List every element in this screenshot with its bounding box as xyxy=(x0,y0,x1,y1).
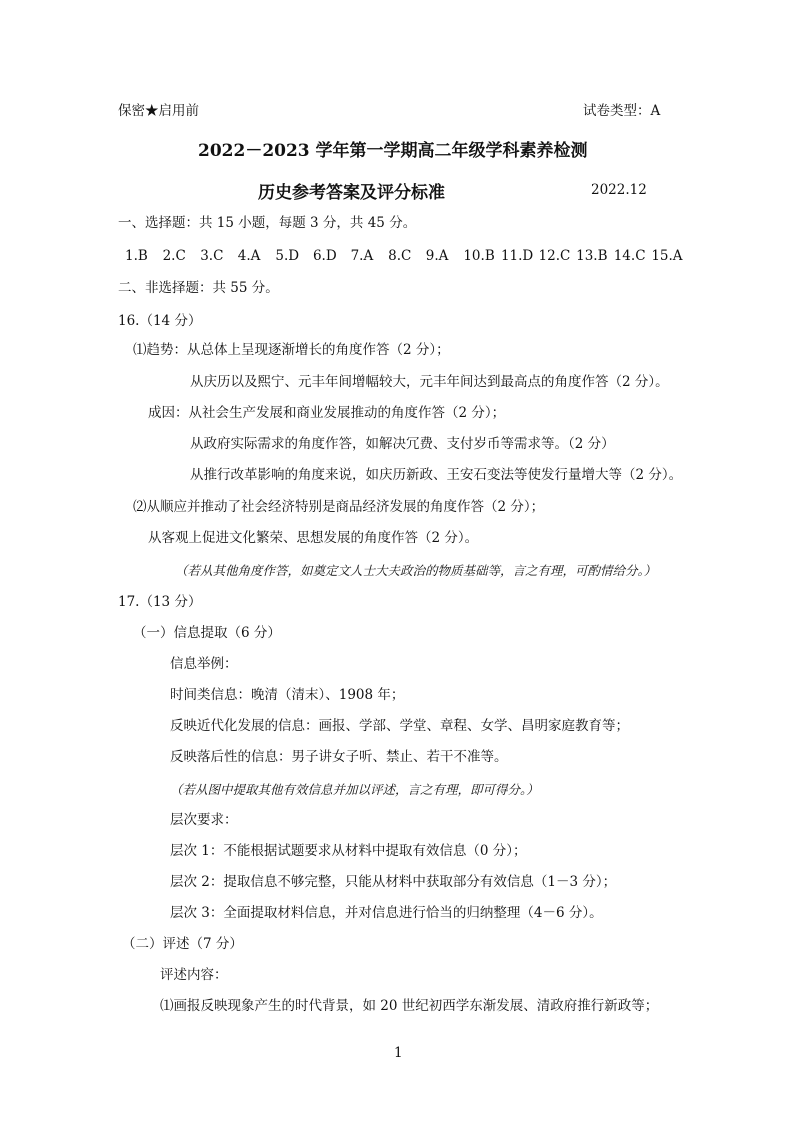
q17-part1-heading: （一）信息提取（6 分） xyxy=(133,625,281,641)
document-title: 2022－2023 学年第一学期高二年级学科素养检测 xyxy=(198,141,588,161)
answer-item: 2.C xyxy=(162,248,186,264)
answer-item: 7.A xyxy=(350,248,374,264)
answer-item: 3.C xyxy=(200,248,224,264)
q17-example: 反映近代化发展的信息：画报、学部、学堂、章程、女学、昌明家庭教育等； xyxy=(170,718,629,734)
q16-heading: 16.（14 分） xyxy=(118,313,202,329)
q17-example: 反映落后性的信息：男子讲女子听、禁止、若干不准等。 xyxy=(170,749,508,765)
q16-line: ⑵从顺应并推动了社会经济特别是商品经济发展的角度作答（2 分）； xyxy=(133,499,545,515)
q16-line: 从政府实际需求的角度作答，如解决冗费、支付岁币等需求等。（2 分） xyxy=(190,436,615,452)
q17-content-label: 评述内容： xyxy=(160,967,228,983)
q17-part2-heading: （二）评述（7 分） xyxy=(122,936,243,952)
q17-heading: 17.（13 分） xyxy=(118,594,202,610)
document-date: 2022.12 xyxy=(591,182,647,198)
answer-item: 6.D xyxy=(312,248,337,264)
page-number: 1 xyxy=(394,1045,403,1061)
answer-item: 12.C xyxy=(538,248,571,264)
answer-item: 13.B xyxy=(576,248,608,264)
answer-item: 11.D xyxy=(500,248,534,264)
q17-level: 层次 1：不能根据试题要求从材料中提取有效信息（0 分）； xyxy=(170,843,527,859)
answer-item: 9.A xyxy=(425,248,449,264)
answer-item: 5.D xyxy=(275,248,300,264)
section2-heading: 二、非选择题：共 55 分。 xyxy=(118,280,279,296)
q16-note: （若从其他角度作答，如奠定文人士大夫政治的物质基础等，言之有理，可酌情给分。） xyxy=(175,563,657,578)
section1-heading: 一、选择题：共 15 小题，每题 3 分，共 45 分。 xyxy=(118,215,417,231)
answer-key-row xyxy=(125,247,689,265)
q17-level: 层次 2：提取信息不够完整，只能从材料中获取部分有效信息（1－3 分）； xyxy=(170,874,617,890)
answer-item: 14.C xyxy=(613,248,646,264)
q16-line: 从客观上促进文化繁荣、思想发展的角度作答（2 分）。 xyxy=(148,530,479,546)
q16-line: ⑴趋势：从总体上呈现逐渐增长的角度作答（2 分）； xyxy=(133,342,450,358)
q17-content: ⑴画报反映现象产生的时代背景，如 20 世纪初西学东渐发展、清政府推行新政等； xyxy=(160,998,659,1014)
confidential-label: 保密★启用前 xyxy=(118,103,199,119)
q16-line: 从推行改革影响的角度来说，如庆历新政、王安石变法等使发行量增大等（2 分）。 xyxy=(190,467,683,483)
q17-levels-label: 层次要求： xyxy=(170,812,238,828)
q17-note: （若从图中提取其他有效信息并加以评述，言之有理，即可得分。） xyxy=(170,782,539,797)
document-subtitle: 历史参考答案及评分标准 xyxy=(258,183,445,203)
q17-example: 时间类信息：晚清（清末）、1908 年； xyxy=(170,687,405,703)
answer-item: 15.A xyxy=(651,248,683,264)
q16-line: 从庆历以及熙宁、元丰年间增幅较大，元丰年间达到最高点的角度作答（2 分）。 xyxy=(190,374,669,390)
paper-type-label: 试卷类型：A xyxy=(583,103,661,119)
q16-line: 成因：从社会生产发展和商业发展推动的角度作答（2 分）； xyxy=(148,405,506,421)
q17-examples-label: 信息举例： xyxy=(170,656,238,672)
answer-item: 4.A xyxy=(237,248,261,264)
answer-item: 1.B xyxy=(125,248,148,264)
answer-item: 10.B xyxy=(463,248,495,264)
q17-level: 层次 3：全面提取材料信息，并对信息进行恰当的归纳整理（4－6 分）。 xyxy=(170,905,603,921)
answer-item: 8.C xyxy=(388,248,412,264)
